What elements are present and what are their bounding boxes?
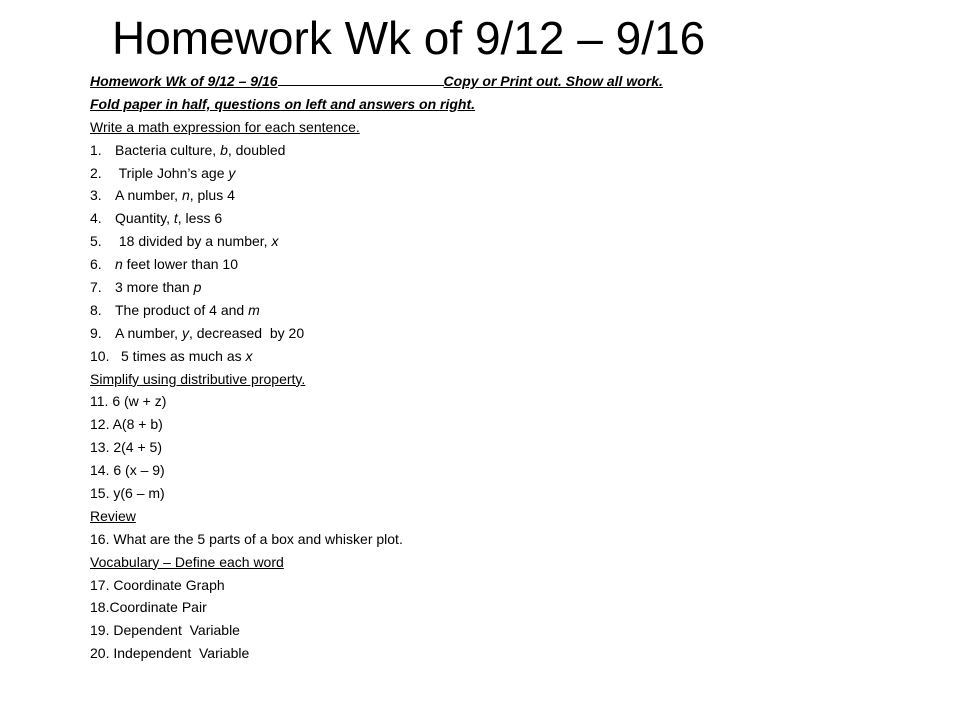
item-text: Triple John’s age: [115, 164, 229, 181]
item-number: 3.: [90, 187, 102, 204]
item-variable: n: [115, 256, 123, 273]
review-list: [90, 528, 950, 551]
expression-list: [90, 139, 950, 368]
item-text: Quantity,: [115, 210, 174, 227]
item-text-suffix: , decreased by 20: [188, 324, 305, 341]
item-text: 5 times as much as: [121, 347, 246, 364]
item-text: A number,: [115, 324, 182, 341]
section-heading-expressions: Write a math expression for each sentence.: [90, 118, 360, 135]
instruction-line: Fold paper in half, questions on left and answers on right.: [90, 95, 476, 112]
vocabulary-list: [90, 574, 950, 666]
item-number: 4.: [90, 210, 102, 227]
distributive-list: [90, 390, 950, 504]
list-item: [90, 162, 950, 185]
list-item: [90, 253, 950, 276]
header-left: Homework Wk of 9/12 – 9/16: [90, 73, 278, 89]
item-number: 9.: [90, 324, 102, 341]
item-text-suffix: , doubled: [227, 141, 286, 158]
list-item: 14. 6 (x – 9): [90, 462, 165, 479]
list-item: [90, 276, 950, 299]
section-heading-distributive: Simplify using distributive property.: [90, 370, 306, 387]
page-title: Homework Wk of 9/12 – 9/16: [112, 12, 706, 64]
header-right: Copy or Print out. Show all work.: [443, 73, 663, 89]
section-heading-review: Review: [90, 507, 136, 524]
list-item: [90, 299, 950, 322]
item-text-suffix: feet lower than 10: [122, 256, 238, 273]
item-text: 3 more than: [115, 279, 194, 296]
item-text-suffix: , less 6: [177, 210, 223, 227]
list-item: [90, 207, 950, 230]
item-number: 7.: [90, 279, 102, 296]
item-number: 1.: [90, 141, 102, 158]
item-variable: x: [245, 347, 253, 364]
item-text: Bacteria culture,: [115, 141, 221, 158]
item-text: 18 divided by a number,: [115, 233, 272, 250]
item-number: 8.: [90, 301, 102, 318]
item-variable: m: [248, 301, 260, 318]
item-number: 6.: [90, 256, 102, 273]
item-number: 5.: [90, 233, 102, 250]
list-item: 17. Coordinate Graph: [90, 576, 225, 593]
list-item: 18.Coordinate Pair: [90, 599, 207, 616]
item-variable: n: [181, 187, 190, 204]
list-item: 15. y(6 – m): [90, 485, 165, 502]
list-item: 19. Dependent Variable: [90, 622, 240, 639]
header-line: [90, 70, 950, 93]
item-text-suffix: , plus 4: [189, 187, 235, 204]
list-item: 20. Independent Variable: [90, 645, 250, 662]
list-item: 11. 6 (w + z): [90, 393, 167, 410]
item-variable: y: [228, 164, 236, 181]
list-item: [90, 322, 950, 345]
list-item: [90, 345, 950, 368]
list-item: 12. A(8 + b): [90, 416, 163, 433]
list-item: [90, 139, 950, 162]
list-item: 16. What are the 5 parts of a box and whisker plot.: [90, 530, 403, 547]
item-variable: x: [271, 233, 279, 250]
item-variable: p: [193, 279, 202, 296]
list-item: [90, 230, 950, 253]
item-text: The product of 4 and: [115, 301, 249, 318]
item-number: 10.: [90, 347, 110, 364]
section-heading-vocabulary: Vocabulary – Define each word: [90, 553, 284, 570]
item-text: A number,: [115, 187, 182, 204]
homework-content: [90, 70, 950, 665]
item-number: 2.: [90, 164, 102, 181]
item-variable: y: [181, 324, 189, 341]
header-gap: [278, 73, 444, 86]
list-item: 13. 2(4 + 5): [90, 439, 162, 456]
list-item: [90, 184, 950, 207]
item-variable: b: [220, 141, 228, 158]
item-variable: t: [173, 210, 178, 227]
